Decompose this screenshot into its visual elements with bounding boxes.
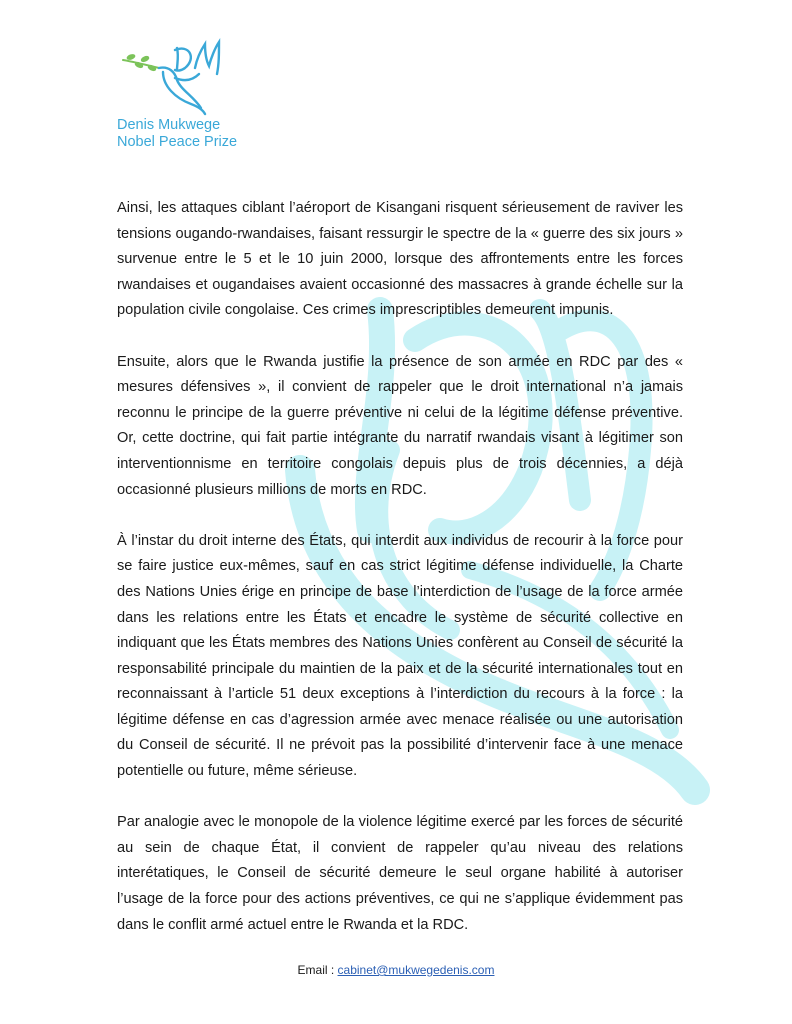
logo	[117, 38, 257, 153]
document-body	[117, 196, 683, 964]
paragraph: Ensuite, alors que le Rwanda justifie la présence de son armée en RDC par des « mesures défensives », il convient de rappeler que le droit international n’a jamais reconnu le principe de la guerre préventive ni celui de la légitime défense préventive. Or, cette doctrine, qui fait partie intégrante du narratif rwandais visant à légitimer son interventionnisme en territoire congolais depuis plus de trois décennies, a déjà occasionné plusieurs millions de morts en RDC.	[117, 353, 683, 498]
paragraph: À l’instar du droit interne des États, qui interdit aux individus de recourir à la force pour se faire justice eux-mêmes, sauf en cas strict légitime défense individuelle, la Charte des Nations Unies érige en principe de base l’interdiction de l’usage de la force armée dans les relations entre les États et encadre le système de sécurité collective en indiquant que les États membres des Nations Unies confèrent au Conseil de sécurité la responsabilité principale du maintien de la paix et de la sécurité internationales tout en reconnaissant à l’article 51 deux exceptions à l’interdiction du recours à la force : la légitime défense en cas d’agression armée avec menace réalisée ou une autorisation du Conseil de sécurité. Il ne prévoit pas la possibilité d’intervenir face à une menace potentielle ou future, même sérieuse.	[117, 532, 683, 780]
footer	[0, 963, 792, 977]
paragraph: Ainsi, les attaques ciblant l’aéroport de Kisangani risquent sérieusement de raviver les tensions ougando-rwandaises, faisant ressurgir le spectre de la « guerre des six jours » survenue entre le 5 et le 10 juin 2000, lorsque des affrontements entre les forces rwandaises et ougandaises avaient occasionné des massacres à grande échelle sur la population civile congolaise. Ces crimes imprescriptibles demeurent impunis.	[117, 200, 683, 319]
dove-with-olive-branch-icon	[119, 38, 229, 116]
email-label: Email :	[297, 963, 338, 977]
logo-text	[117, 117, 237, 151]
email-link[interactable]: cabinet@mukwegedenis.com	[337, 963, 495, 977]
logo-subtitle: Nobel Peace Prize	[117, 134, 238, 150]
paragraph: Par analogie avec le monopole de la violence légitime exercé par les forces de sécurité au sein de chaque État, il convient de rappeler qu’au niveau des relations interétatiques, le Conseil de sécurité demeure le seul organe habilité à autoriser l’usage de la force pour des actions préventives, ce qui ne s’applique évidemment pas dans le conflit armé actuel entre le Rwanda et la RDC.	[117, 814, 683, 933]
logo-name: Denis Mukwege	[117, 117, 221, 133]
